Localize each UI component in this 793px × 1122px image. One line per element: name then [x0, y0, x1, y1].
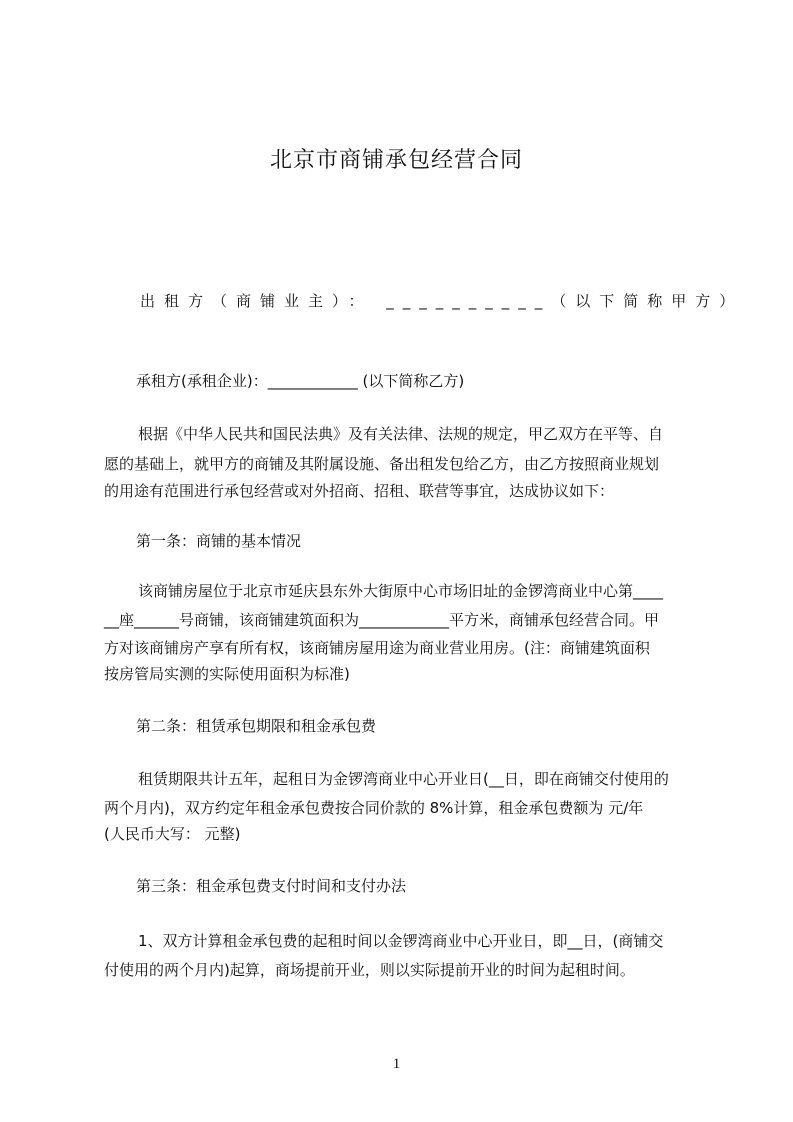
- article-1-line-4: 按房管局实测的实际使用面积为标准): [104, 665, 350, 683]
- article-2-heading: 第二条：租赁承包期限和租金承包费: [136, 717, 377, 735]
- intro-line-1: 根据《中华人民共和国民法典》及有关法律、法规的规定，甲乙双方在平等、自: [138, 425, 664, 443]
- article-3-heading: 第三条：租金承包费支付时间和支付办法: [136, 877, 407, 895]
- article-1-line-3: 方对该商铺房产享有所有权，该商铺房屋用途为商业营业用房。(注：商铺建筑面积: [104, 639, 650, 657]
- article-3-line-1: 1、双方计算租金承包费的起租时间以金锣湾商业中心开业日，即__日，(商铺交: [138, 932, 664, 950]
- lessee-line: 承租方(承租企业)：____________ (以下简称乙方): [136, 372, 465, 390]
- intro-line-2: 愿的基础上，就甲方的商铺及其附属设施、备出租发包给乙方，由乙方按照商业规划: [104, 455, 660, 473]
- article-2-line-1: 租赁期限共计五年，起租日为金锣湾商业中心开业日(__日，即在商铺交付使用的: [138, 770, 669, 788]
- article-1-line-1: 该商铺房屋位于北京市延庆县东外大街原中心市场旧址的金锣湾商业中心第____: [138, 582, 664, 600]
- article-1-line-2: __座______号商铺，该商铺建筑面积为____________平方米，商铺承包经营合同。甲: [104, 611, 660, 629]
- article-3-line-2: 付使用的两个月内)起算，商场提前开业，则以实际提前开业的时间为起租时间。: [104, 961, 635, 979]
- document-title: 北京市商铺承包经营合同: [269, 148, 523, 173]
- article-2-line-2: 两个月内)，双方约定年租金承包费按合同价款的 8%计算，租金承包费额为 元/年: [104, 799, 644, 817]
- article-1-heading: 第一条：商铺的基本情况: [136, 532, 302, 550]
- intro-line-3: 的用途有范围进行承包经营或对外招商、招租、联营等事宜，达成协议如下：: [104, 482, 615, 500]
- lessor-line: 出租方（商铺业主）： __________（以下简称甲方）: [140, 292, 744, 310]
- article-2-line-3: (人民币大写： 元整): [104, 825, 241, 843]
- page-number: 1: [392, 1056, 401, 1072]
